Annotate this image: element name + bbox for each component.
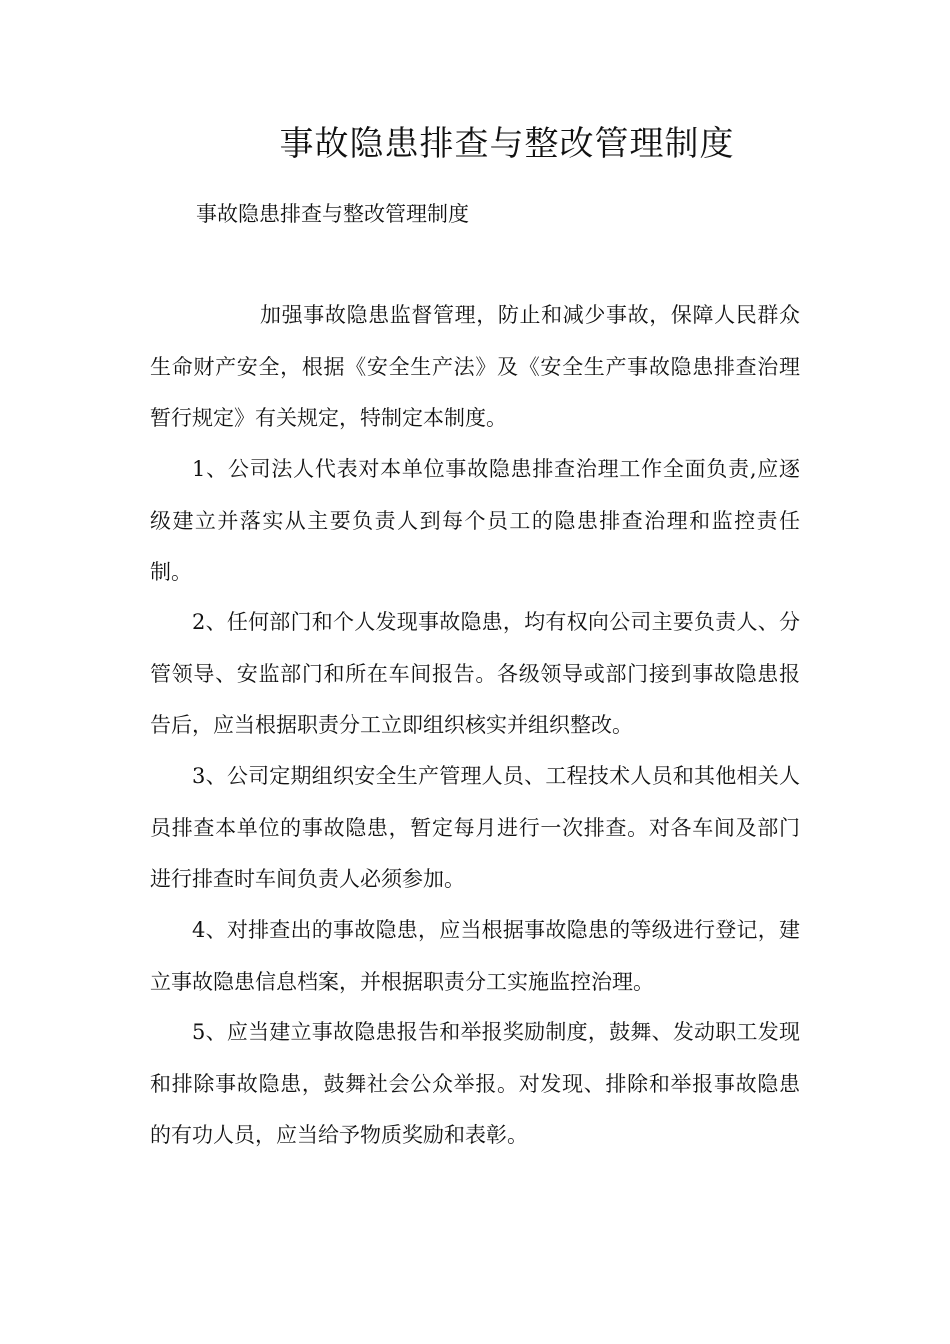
clause-3-paragraph: 3、公司定期组织安全生产管理人员、工程技术人员和其他相关人员排查本单位的事故隐患，暂定每月进行一次排查。对各车间及部门进行排查时车间负责人必须参加。 bbox=[150, 764, 800, 891]
clause-5-paragraph: 5、应当建立事故隐患报告和举报奖励制度，鼓舞、发动职工发现和排除事故隐患，鼓舞社会公众举报。对发现、排除和举报事故隐患的有功人员，应当给予物质奖励和表彰。 bbox=[150, 1020, 800, 1147]
clause-4-paragraph: 4、对排查出的事故隐患，应当根据事故隐患的等级进行登记，建立事故隐患信息档案，并根据职责分工实施监控治理。 bbox=[150, 918, 800, 994]
document-title: 事故隐患排查与整改管理制度 bbox=[279, 124, 735, 164]
clause-2-paragraph: 2、任何部门和个人发现事故隐患，均有权向公司主要负责人、分管领导、安监部门和所在车间报告。各级领导或部门接到事故隐患报告后，应当根据职责分工立即组织核实并组织整改。 bbox=[150, 610, 800, 737]
intro-paragraph: 加强事故隐患监督管理，防止和减少事故，保障人民群众生命财产安全，根据《安全生产法》及《安全生产事故隐患排查治理暂行规定》有关规定，特制定本制度。 bbox=[150, 303, 800, 430]
document-subtitle: 事故隐患排查与整改管理制度 bbox=[196, 202, 469, 226]
clause-1-paragraph: 1、公司法人代表对本单位事故隐患排查治理工作全面负责,应逐级建立并落实从主要负责人到每个员工的隐患排查治理和监控责任制。 bbox=[150, 457, 800, 584]
